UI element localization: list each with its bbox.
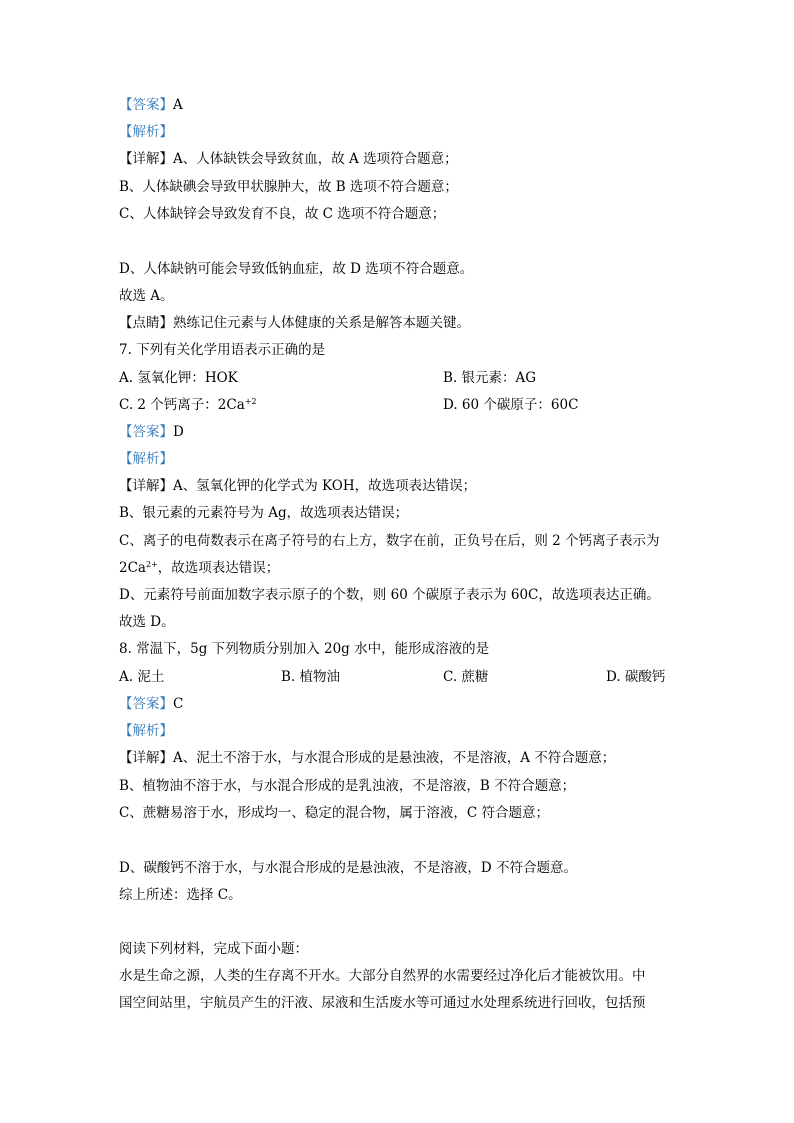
material-line: 国空间站里，宇航员产生的汗液、尿液和生活废水等可通过水处理系统进行回收，包括预: [119, 995, 646, 1011]
q8-detail-line: 【详解】A、泥土不溶于水，与水混合形成的是悬浊液，不是溶液，A 不符合题意；: [119, 750, 616, 766]
q7-option-a: A. 氢氧化钾：HOK: [119, 370, 238, 386]
q8-line-b: B、植物油不溶于水，与水混合形成的是乳浊液，不是溶液，B 不符合题意；: [119, 778, 576, 794]
q6-line-c: C、人体缺锌会导致发育不良，故 C 选项不符合题意；: [119, 206, 446, 222]
q7-option-d: D. 60 个碳原子：60C: [443, 397, 579, 413]
q6-answer: [119, 96, 183, 114]
q6-conclusion: 故选 A。: [119, 288, 174, 304]
answer-tag: 【答案】: [119, 424, 173, 440]
q7-line-c-cont: $2Ca^{2+}$，故选项表达错误；: [119, 560, 280, 576]
detail-tag: 【详解】: [119, 478, 173, 494]
answer-tag: 【答案】: [119, 696, 173, 712]
q7-line-d: D、元素符号前面加数字表示原子的个数，则 60 个碳原子表示为 60C，故选项表达正确。: [119, 587, 660, 603]
q7-analysis-tag: 【解析】: [119, 451, 173, 467]
q8-line-c: C、蔗糖易溶于水，形成均一、稳定的混合物，属于溶液，C 符合题意；: [119, 805, 549, 821]
material-intro: 阅读下列材料，完成下面小题：: [119, 941, 308, 957]
q8-option-c: C. 蔗糖: [443, 669, 489, 685]
q7-line-c: C、离子的电荷数表示在离子符号的右上方，数字在前，正负号在后，则 2 个钙离子表示为: [119, 533, 660, 549]
q8-answer: [119, 695, 183, 713]
q8-analysis-tag: 【解析】: [119, 723, 173, 739]
q6-comment: 【点睛】熟练记住元素与人体健康的关系是解答本题关键。: [119, 315, 470, 331]
answer-value: A: [173, 97, 183, 113]
q8-stem: 8. 常温下，5g 下列物质分别加入 20g 水中，能形成溶液的是: [119, 641, 490, 657]
q7-detail-line: 【详解】A、氢氧化钾的化学式为 KOH，故选项表达错误；: [119, 478, 477, 494]
q8-option-d: D. 碳酸钙: [606, 669, 666, 685]
answer-value: D: [173, 424, 184, 440]
q7-option-c: C. 2 个钙离子：$2Ca^{+2}$: [119, 397, 257, 413]
q6-detail-line: 【详解】A、人体缺铁会导致贫血，故 A 选项符合题意；: [119, 151, 458, 167]
detail-tag: 【详解】: [119, 750, 173, 766]
q8-conclusion: 综上所述：选择 C。: [119, 887, 242, 903]
material-line: 水是生命之源，人类的生存离不开水。大部分自然界的水需要经过净化后才能被饮用。中: [119, 968, 646, 984]
q7-conclusion: 故选 D。: [119, 614, 175, 630]
q8-option-b: B. 植物油: [281, 669, 341, 685]
answer-tag: 【答案】: [119, 97, 173, 113]
answer-value: C: [173, 696, 184, 712]
q8-line-d: D、碳酸钙不溶于水，与水混合形成的是悬浊液，不是溶液，D 不符合题意。: [119, 860, 577, 876]
comment-tag: 【点睛】: [119, 315, 173, 331]
q6-analysis-tag: 【解析】: [119, 124, 173, 140]
q7-line-b: B、银元素的元素符号为 Ag，故选项表达错误；: [119, 505, 409, 521]
q8-option-a: A. 泥土: [119, 669, 165, 685]
q7-stem: 7. 下列有关化学用语表示正确的是: [119, 342, 326, 358]
q6-line-b: B、人体缺碘会导致甲状腺肿大，故 B 选项不符合题意；: [119, 179, 458, 195]
detail-tag: 【详解】: [119, 151, 173, 167]
q7-answer: [119, 423, 184, 441]
q6-line-d: D、人体缺钠可能会导致低钠血症，故 D 选项不符合题意。: [119, 261, 474, 277]
q7-option-b: B. 银元素：AG: [443, 370, 537, 386]
